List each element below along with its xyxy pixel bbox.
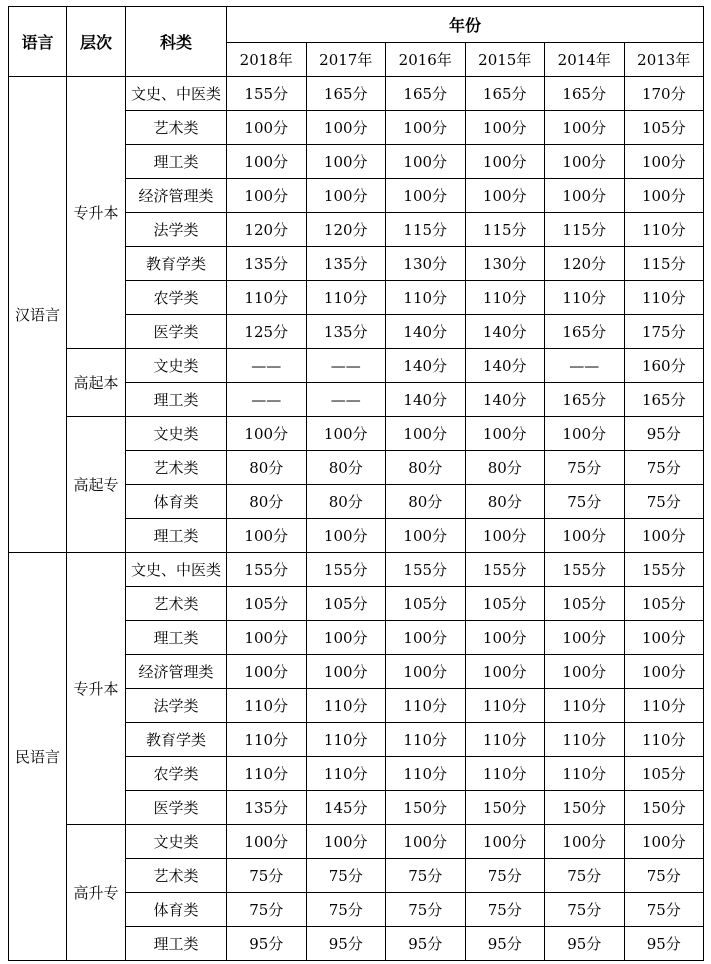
- header-year: 2017年: [306, 43, 386, 77]
- subject-cell: 农学类: [126, 757, 227, 791]
- score-cell: 110分: [465, 281, 545, 315]
- score-cell: 130分: [386, 247, 466, 281]
- score-cell: 165分: [545, 77, 625, 111]
- score-cell: 100分: [624, 145, 704, 179]
- score-cell: 110分: [386, 281, 466, 315]
- header-year: 2016年: [386, 43, 466, 77]
- score-cell: 95分: [545, 927, 625, 961]
- header-year: 2013年: [624, 43, 704, 77]
- score-cell: 100分: [386, 145, 466, 179]
- score-cell: 135分: [227, 247, 307, 281]
- score-cell: 100分: [465, 417, 545, 451]
- score-cell: 140分: [465, 349, 545, 383]
- score-cell: 100分: [306, 145, 386, 179]
- score-cell: 100分: [227, 621, 307, 655]
- header-level: 层次: [67, 7, 126, 77]
- score-cell: 110分: [624, 281, 704, 315]
- score-cell: 100分: [465, 111, 545, 145]
- subject-cell: 教育学类: [126, 247, 227, 281]
- score-cell: 115分: [545, 213, 625, 247]
- score-cell: 100分: [465, 825, 545, 859]
- score-cell: 100分: [465, 519, 545, 553]
- score-cell: 100分: [545, 111, 625, 145]
- subject-cell: 理工类: [126, 145, 227, 179]
- score-cell: 100分: [465, 145, 545, 179]
- score-cell: 80分: [306, 451, 386, 485]
- score-cell: 100分: [306, 621, 386, 655]
- score-cell: 95分: [624, 927, 704, 961]
- score-cell: 105分: [624, 111, 704, 145]
- score-cell: 110分: [386, 757, 466, 791]
- level-cell: 高升专: [67, 825, 126, 961]
- score-cell: 140分: [386, 383, 466, 417]
- score-cell: 110分: [545, 723, 625, 757]
- score-cell: 145分: [306, 791, 386, 825]
- score-cell: ——: [227, 383, 307, 417]
- score-cell: 75分: [306, 859, 386, 893]
- subject-cell: 艺术类: [126, 111, 227, 145]
- subject-cell: 体育类: [126, 893, 227, 927]
- score-cell: 100分: [624, 621, 704, 655]
- score-cell: 100分: [545, 145, 625, 179]
- subject-cell: 法学类: [126, 689, 227, 723]
- score-cell: 100分: [545, 621, 625, 655]
- subject-cell: 农学类: [126, 281, 227, 315]
- score-cell: 75分: [545, 859, 625, 893]
- score-cell: 100分: [386, 519, 466, 553]
- subject-cell: 医学类: [126, 791, 227, 825]
- header-year: 2018年: [227, 43, 307, 77]
- score-cell: 105分: [465, 587, 545, 621]
- score-cell: 110分: [624, 689, 704, 723]
- subject-cell: 理工类: [126, 383, 227, 417]
- table-row: [9, 825, 704, 859]
- score-cell: 80分: [465, 451, 545, 485]
- score-cell: 110分: [545, 689, 625, 723]
- score-cell: 155分: [545, 553, 625, 587]
- score-cell: ——: [545, 349, 625, 383]
- score-cell: 100分: [465, 179, 545, 213]
- header-language: 语言: [9, 7, 67, 77]
- level-cell: 专升本: [67, 77, 126, 349]
- score-cell: 75分: [386, 859, 466, 893]
- score-cell: 100分: [227, 179, 307, 213]
- score-cell: 105分: [624, 587, 704, 621]
- header-subject: 科类: [126, 7, 227, 77]
- score-cell: 110分: [465, 757, 545, 791]
- table-row: [9, 417, 704, 451]
- score-cell: 80分: [386, 485, 466, 519]
- score-cell: 150分: [465, 791, 545, 825]
- score-cell: 75分: [545, 451, 625, 485]
- subject-cell: 理工类: [126, 621, 227, 655]
- score-cell: 100分: [227, 655, 307, 689]
- subject-cell: 理工类: [126, 927, 227, 961]
- score-cell: 100分: [545, 519, 625, 553]
- score-cell: 100分: [545, 655, 625, 689]
- score-cell: ——: [306, 383, 386, 417]
- score-cell: 110分: [306, 281, 386, 315]
- score-cell: 150分: [624, 791, 704, 825]
- score-cell: 75分: [465, 893, 545, 927]
- table-row: [9, 349, 704, 383]
- score-cell: 165分: [624, 383, 704, 417]
- score-cell: 100分: [227, 519, 307, 553]
- score-cell: 100分: [227, 145, 307, 179]
- score-cell: 140分: [465, 315, 545, 349]
- subject-cell: 体育类: [126, 485, 227, 519]
- score-cell: ——: [227, 349, 307, 383]
- level-cell: 高起专: [67, 417, 126, 553]
- subject-cell: 艺术类: [126, 451, 227, 485]
- score-cell: 120分: [306, 213, 386, 247]
- score-cell: 120分: [545, 247, 625, 281]
- subject-cell: 文史、中医类: [126, 553, 227, 587]
- table-body: [9, 77, 704, 961]
- score-cell: 75分: [306, 893, 386, 927]
- score-cell: 150分: [386, 791, 466, 825]
- score-cell: 100分: [306, 111, 386, 145]
- score-cell: 135分: [306, 315, 386, 349]
- score-cell: 80分: [306, 485, 386, 519]
- score-cell: 75分: [624, 893, 704, 927]
- score-cell: 110分: [545, 757, 625, 791]
- score-cell: 80分: [465, 485, 545, 519]
- header-year: 2014年: [545, 43, 625, 77]
- table-row: [9, 77, 704, 111]
- score-cell: 75分: [545, 893, 625, 927]
- score-cell: 105分: [386, 587, 466, 621]
- score-cell: 100分: [306, 519, 386, 553]
- score-cell: 100分: [227, 825, 307, 859]
- subject-cell: 艺术类: [126, 859, 227, 893]
- score-cell: 110分: [227, 757, 307, 791]
- score-cell: 100分: [306, 655, 386, 689]
- score-cell: 75分: [624, 859, 704, 893]
- subject-cell: 文史类: [126, 349, 227, 383]
- score-cell: 105分: [306, 587, 386, 621]
- score-table: [8, 6, 704, 961]
- score-cell: 110分: [227, 281, 307, 315]
- score-cell: 100分: [227, 111, 307, 145]
- score-cell: 100分: [306, 825, 386, 859]
- score-cell: 95分: [624, 417, 704, 451]
- score-cell: 175分: [624, 315, 704, 349]
- score-cell: 95分: [386, 927, 466, 961]
- score-cell: 155分: [386, 553, 466, 587]
- table-row: [9, 553, 704, 587]
- score-cell: 155分: [227, 77, 307, 111]
- score-cell: 95分: [227, 927, 307, 961]
- header-row-main: [9, 7, 704, 43]
- header-year-group: 年份: [227, 7, 704, 43]
- subject-cell: 医学类: [126, 315, 227, 349]
- score-cell: 80分: [386, 451, 466, 485]
- score-cell: 165分: [386, 77, 466, 111]
- score-cell: 155分: [465, 553, 545, 587]
- score-cell: 75分: [386, 893, 466, 927]
- score-cell: 100分: [227, 417, 307, 451]
- score-cell: 100分: [624, 825, 704, 859]
- score-cell: 150分: [545, 791, 625, 825]
- score-cell: 105分: [227, 587, 307, 621]
- score-cell: 110分: [306, 689, 386, 723]
- score-cell: 110分: [227, 723, 307, 757]
- score-cell: 125分: [227, 315, 307, 349]
- score-cell: 170分: [624, 77, 704, 111]
- score-cell: 160分: [624, 349, 704, 383]
- subject-cell: 艺术类: [126, 587, 227, 621]
- score-cell: 75分: [624, 451, 704, 485]
- score-cell: 110分: [306, 757, 386, 791]
- score-cell: 105分: [624, 757, 704, 791]
- score-cell: 80分: [227, 485, 307, 519]
- score-cell: 100分: [306, 179, 386, 213]
- score-cell: 165分: [465, 77, 545, 111]
- subject-cell: 经济管理类: [126, 179, 227, 213]
- subject-cell: 经济管理类: [126, 655, 227, 689]
- score-cell: 110分: [465, 723, 545, 757]
- score-cell: 100分: [386, 621, 466, 655]
- score-cell: 95分: [306, 927, 386, 961]
- score-cell: 100分: [545, 417, 625, 451]
- score-cell: 100分: [545, 179, 625, 213]
- score-cell: 100分: [386, 655, 466, 689]
- score-cell: 110分: [306, 723, 386, 757]
- score-cell: 165分: [306, 77, 386, 111]
- language-cell: 汉语言: [9, 77, 67, 553]
- score-cell: 95分: [465, 927, 545, 961]
- subject-cell: 理工类: [126, 519, 227, 553]
- score-cell: 100分: [465, 655, 545, 689]
- score-cell: 140分: [465, 383, 545, 417]
- score-cell: 115分: [386, 213, 466, 247]
- score-cell: 75分: [227, 859, 307, 893]
- subject-cell: 文史类: [126, 825, 227, 859]
- score-cell: 75分: [545, 485, 625, 519]
- score-cell: 130分: [465, 247, 545, 281]
- score-cell: 100分: [624, 519, 704, 553]
- score-cell: 110分: [545, 281, 625, 315]
- score-cell: 100分: [386, 179, 466, 213]
- score-cell: 100分: [306, 417, 386, 451]
- header-year: 2015年: [465, 43, 545, 77]
- score-cell: 135分: [306, 247, 386, 281]
- score-cell: 105分: [545, 587, 625, 621]
- score-cell: ——: [306, 349, 386, 383]
- subject-cell: 文史类: [126, 417, 227, 451]
- score-cell: 100分: [386, 111, 466, 145]
- score-cell: 75分: [227, 893, 307, 927]
- score-cell: 140分: [386, 349, 466, 383]
- score-cell: 110分: [386, 689, 466, 723]
- score-cell: 110分: [386, 723, 466, 757]
- score-cell: 80分: [227, 451, 307, 485]
- score-cell: 120分: [227, 213, 307, 247]
- score-cell: 100分: [624, 179, 704, 213]
- score-cell: 100分: [465, 621, 545, 655]
- subject-cell: 法学类: [126, 213, 227, 247]
- score-cell: 75分: [465, 859, 545, 893]
- score-cell: 110分: [465, 689, 545, 723]
- level-cell: 专升本: [67, 553, 126, 825]
- score-cell: 165分: [545, 383, 625, 417]
- score-cell: 165分: [545, 315, 625, 349]
- score-cell: 100分: [386, 417, 466, 451]
- language-cell: 民语言: [9, 553, 67, 961]
- subject-cell: 教育学类: [126, 723, 227, 757]
- subject-cell: 文史、中医类: [126, 77, 227, 111]
- score-cell: 100分: [545, 825, 625, 859]
- score-cell: 100分: [624, 655, 704, 689]
- score-cell: 135分: [227, 791, 307, 825]
- level-cell: 高起本: [67, 349, 126, 417]
- score-cell: 115分: [624, 247, 704, 281]
- score-cell: 155分: [306, 553, 386, 587]
- score-cell: 75分: [624, 485, 704, 519]
- score-cell: 110分: [624, 213, 704, 247]
- score-cell: 110分: [624, 723, 704, 757]
- score-cell: 100分: [386, 825, 466, 859]
- score-cell: 155分: [624, 553, 704, 587]
- score-cell: 110分: [227, 689, 307, 723]
- score-cell: 155分: [227, 553, 307, 587]
- score-cell: 140分: [386, 315, 466, 349]
- score-cell: 115分: [465, 213, 545, 247]
